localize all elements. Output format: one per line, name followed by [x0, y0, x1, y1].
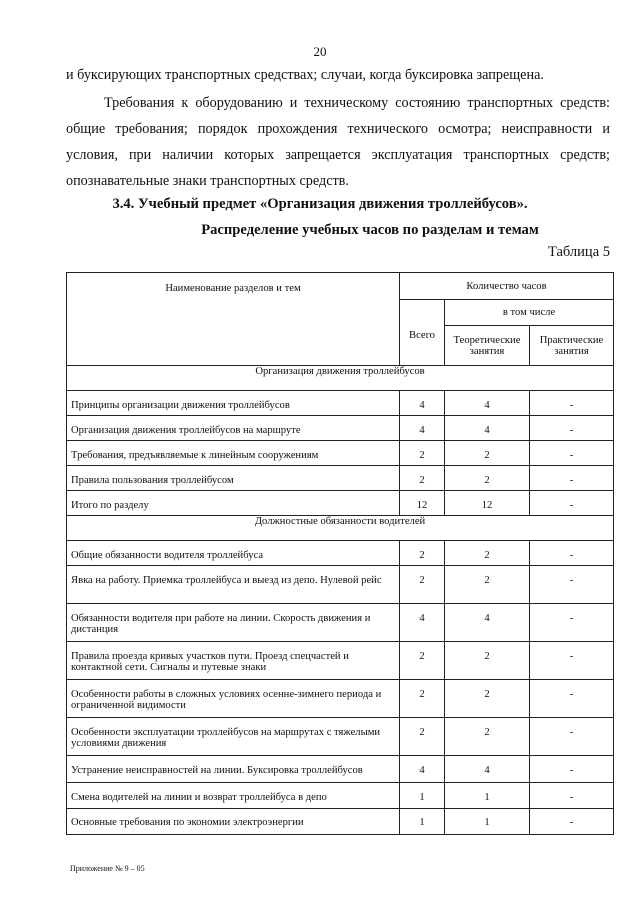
hours-practice: - — [530, 680, 614, 718]
hours-theory: 4 — [445, 756, 530, 783]
hours-theory: 2 — [445, 566, 530, 604]
table-row — [67, 604, 614, 642]
table-row — [67, 680, 614, 718]
page-footer: Приложение № 9 – 05 — [70, 864, 145, 873]
topic-name: Особенности работы в сложных условиях осенне-зимнего периода и ограниченной видимости — [67, 680, 400, 718]
hours-theory: 2 — [445, 680, 530, 718]
section-heading: 3.4. Учебный предмет «Организация движения троллейбусов». — [112, 196, 528, 212]
hours-practice: - — [530, 416, 614, 441]
topic-name: Явка на работу. Приемка троллейбуса и выезд из депо. Нулевой рейс — [67, 566, 400, 604]
hours-practice: - — [530, 491, 614, 516]
hours-theory: 2 — [445, 718, 530, 756]
header-practice: Практические занятия — [530, 326, 614, 366]
hours-total: 2 — [400, 718, 445, 756]
table-row — [67, 566, 614, 604]
topic-name: Правила пользования троллейбусом — [67, 466, 400, 491]
table-row-subtotal — [67, 491, 614, 516]
topic-name: Обязанности водителя при работе на линии. Скорость движения и дистанция — [67, 604, 400, 642]
table-heading: Распределение учебных часов по разделам и темам — [201, 222, 539, 238]
hours-practice: - — [530, 604, 614, 642]
hours-theory: 4 — [445, 391, 530, 416]
hours-theory: 2 — [445, 541, 530, 566]
hours-total: 4 — [400, 756, 445, 783]
hours-practice: - — [530, 642, 614, 680]
topic-name: Организация движения троллейбусов на маршруте — [67, 416, 400, 441]
hours-practice: - — [530, 756, 614, 783]
hours-theory: 2 — [445, 441, 530, 466]
topic-name: Требования, предъявляемые к линейным сооружениям — [67, 441, 400, 466]
hours-total: 1 — [400, 783, 445, 809]
topic-name: Общие обязанности водителя троллейбуса — [67, 541, 400, 566]
table-row — [67, 756, 614, 783]
hours-total: 2 — [400, 541, 445, 566]
hours-total: 1 — [400, 809, 445, 835]
hours-practice: - — [530, 809, 614, 835]
hours-total: 2 — [400, 466, 445, 491]
topic-name: Особенности эксплуатации троллейбусов на маршрутах с тяжелыми условиями движения — [67, 718, 400, 756]
hours-theory: 1 — [445, 809, 530, 835]
table-row — [67, 718, 614, 756]
hours-theory: 4 — [445, 416, 530, 441]
hours-practice: - — [530, 391, 614, 416]
hours-practice: - — [530, 466, 614, 491]
hours-practice: - — [530, 718, 614, 756]
table-row — [67, 391, 614, 416]
table-row — [67, 441, 614, 466]
hours-theory: 12 — [445, 491, 530, 516]
hours-total: 4 — [400, 391, 445, 416]
hours-theory: 2 — [445, 466, 530, 491]
header-total: Всего — [400, 300, 445, 366]
topic-name: Основные требования по экономии электроэнергии — [67, 809, 400, 835]
hours-theory: 1 — [445, 783, 530, 809]
hours-practice: - — [530, 441, 614, 466]
hours-practice: - — [530, 566, 614, 604]
hours-total: 4 — [400, 604, 445, 642]
table-caption: Таблица 5 — [547, 244, 610, 260]
table-row — [67, 466, 614, 491]
header-topic-name: Наименование разделов и тем — [67, 273, 400, 366]
table-row — [67, 809, 614, 835]
hours-table — [66, 272, 614, 835]
hours-practice: - — [530, 783, 614, 809]
header-including: в том числе — [445, 300, 614, 326]
topic-name: Итого по разделу — [67, 491, 400, 516]
table-row — [67, 541, 614, 566]
hours-total: 12 — [400, 491, 445, 516]
topic-name: Устранение неисправностей на линии. Буксировка троллейбусов — [67, 756, 400, 783]
hours-theory: 4 — [445, 604, 530, 642]
topic-name: Принципы организации движения троллейбусов — [67, 391, 400, 416]
header-theory: Теоретические занятия — [445, 326, 530, 366]
topic-name: Правила проезда кривых участков пути. Проезд спецчастей и контактной сети. Сигналы и путевые знаки — [67, 642, 400, 680]
hours-total: 2 — [400, 441, 445, 466]
paragraph-continuation: и буксирующих транспортных средствах; случаи, когда буксировка запрещена. — [66, 67, 544, 83]
hours-total: 2 — [400, 642, 445, 680]
table-row — [67, 783, 614, 809]
topic-name: Смена водителей на линии и возврат троллейбуса в депо — [67, 783, 400, 809]
hours-theory: 2 — [445, 642, 530, 680]
page-number: 20 — [313, 44, 327, 59]
section-title: Должностные обязанности водителей — [67, 516, 614, 541]
section-title: Организация движения троллейбусов — [67, 366, 614, 391]
hours-total: 2 — [400, 566, 445, 604]
hours-total: 4 — [400, 416, 445, 441]
table-row — [67, 416, 614, 441]
table-row — [67, 642, 614, 680]
hours-practice: - — [530, 541, 614, 566]
header-quantity: Количество часов — [400, 273, 614, 300]
paragraph-vehicle-requirements: Требования к оборудованию и техническому состоянию транспортных средств: общие требования; порядок прохождения технического осмотра; неисправности и условия, при наличии которых запрещается эксплуатация транспортных средств; опознавательные знаки транспортных средств. — [66, 95, 610, 189]
hours-total: 2 — [400, 680, 445, 718]
